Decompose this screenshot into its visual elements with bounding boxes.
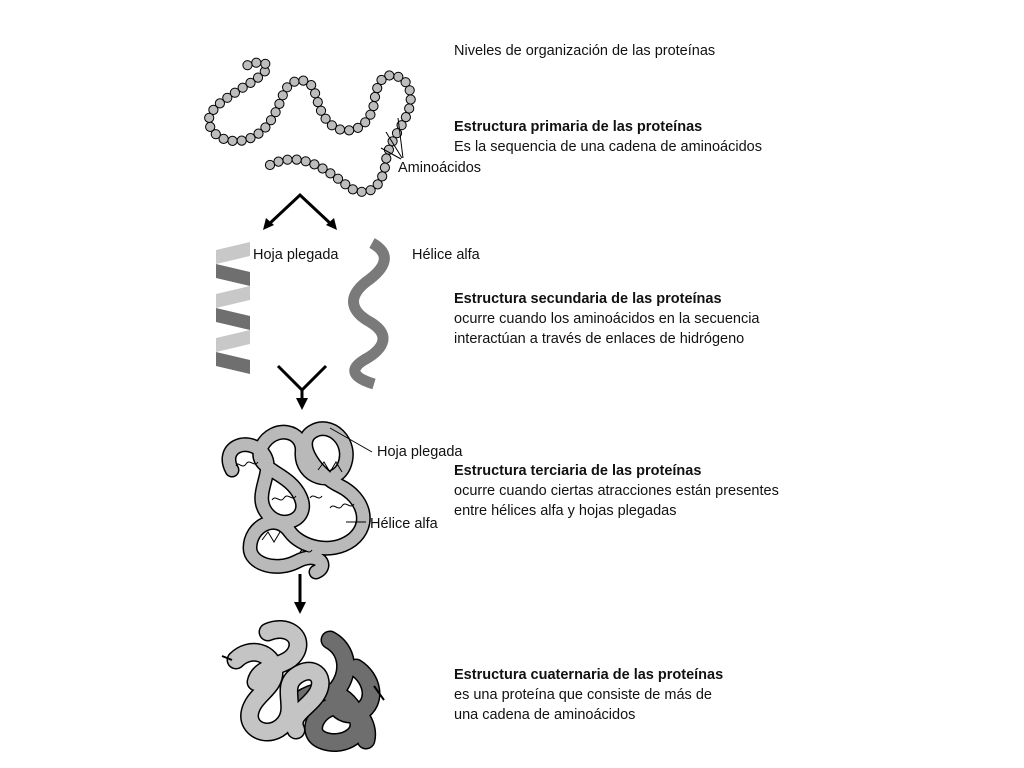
secondary-line-2: interactúan a través de enlaces de hidrógeno bbox=[454, 331, 745, 347]
amino-acid-bead bbox=[370, 92, 379, 101]
quaternary-line-2: una cadena de aminoácidos bbox=[454, 707, 636, 723]
quaternary-line-1: es una proteína que consiste de más de bbox=[454, 687, 712, 703]
amino-acid-bead bbox=[283, 155, 292, 164]
amino-acid-bead bbox=[369, 102, 378, 111]
tertiary-line-1: ocurre cuando ciertas atracciones están presentes bbox=[454, 483, 779, 499]
amino-acid-bead bbox=[274, 157, 283, 166]
amino-acid-bead bbox=[246, 134, 255, 143]
amino-acid-chain bbox=[205, 58, 416, 196]
sheet-strand bbox=[216, 242, 250, 264]
amino-acid-bead bbox=[278, 91, 287, 100]
amino-acid-bead bbox=[345, 126, 354, 135]
pleated-sheet-label: Hoja plegada bbox=[253, 247, 339, 263]
sheet-strand bbox=[216, 264, 250, 286]
amino-acid-bead bbox=[237, 136, 246, 145]
diagram-title: Niveles de organización de las proteínas bbox=[454, 43, 716, 59]
amino-acid-bead bbox=[353, 123, 362, 132]
tertiary-line-2: entre hélices alfa y hojas plegadas bbox=[454, 503, 677, 519]
amino-acids-label: Aminoácidos bbox=[398, 160, 482, 176]
quaternary-structure bbox=[222, 629, 384, 742]
amino-acid-bead bbox=[378, 172, 387, 181]
primary-description: Es la sequencia de una cadena de aminoácidos bbox=[454, 139, 762, 155]
amino-acid-bead bbox=[313, 98, 322, 107]
alpha-helix-label: Hélice alfa bbox=[412, 247, 480, 263]
primary-heading: Estructura primaria de las proteínas bbox=[454, 119, 703, 135]
amino-acid-bead bbox=[382, 154, 391, 163]
amino-acid-bead bbox=[380, 163, 389, 172]
tertiary-alpha-helix-label: Hélice alfa bbox=[370, 516, 438, 532]
tertiary-structure-text bbox=[454, 461, 779, 521]
amino-acid-bead bbox=[373, 84, 382, 93]
quaternary-structure-text bbox=[454, 665, 723, 725]
merge-arrow-icon bbox=[278, 366, 326, 400]
secondary-heading: Estructura secundaria de las proteínas bbox=[454, 291, 722, 307]
amino-acid-bead bbox=[348, 185, 357, 194]
amino-acid-bead bbox=[405, 104, 414, 113]
amino-acid-bead bbox=[265, 160, 274, 169]
split-arrow-icon bbox=[268, 195, 332, 225]
amino-acid-bead bbox=[394, 72, 403, 81]
sheet-strand bbox=[216, 286, 250, 308]
tertiary-structure bbox=[229, 428, 372, 572]
arrowhead-down-2 bbox=[294, 602, 306, 614]
secondary-line-1: ocurre cuando los aminoácidos en la secuencia bbox=[454, 311, 760, 327]
amino-acid-bead bbox=[261, 59, 270, 68]
amino-acid-bead bbox=[316, 106, 325, 115]
amino-acid-bead bbox=[292, 155, 301, 164]
amino-acid-bead bbox=[252, 58, 261, 67]
sheet-strand bbox=[216, 330, 250, 352]
quaternary-heading: Estructura cuaternaria de las proteínas bbox=[454, 667, 724, 683]
amino-acid-bead bbox=[299, 76, 308, 85]
sheet-strand bbox=[216, 308, 250, 330]
amino-acid-bead bbox=[228, 136, 237, 145]
pleated-sheet bbox=[216, 242, 250, 374]
primary-structure-text bbox=[454, 117, 762, 157]
amino-acid-bead bbox=[243, 61, 252, 70]
sheet-strand bbox=[216, 352, 250, 374]
amino-acid-bead bbox=[206, 122, 215, 131]
amino-acid-bead bbox=[301, 157, 310, 166]
arrowhead-down bbox=[296, 398, 308, 410]
amino-acid-bead bbox=[401, 113, 410, 122]
tertiary-heading: Estructura terciaria de las proteínas bbox=[454, 463, 702, 479]
tertiary-pleated-sheet-label: Hoja plegada bbox=[377, 444, 463, 460]
amino-acid-bead bbox=[406, 95, 415, 104]
amino-acid-bead bbox=[357, 187, 366, 196]
amino-acid-bead bbox=[275, 99, 284, 108]
amino-acid-bead bbox=[384, 145, 393, 154]
alpha-helix bbox=[354, 243, 385, 384]
secondary-structure-text bbox=[454, 289, 760, 349]
